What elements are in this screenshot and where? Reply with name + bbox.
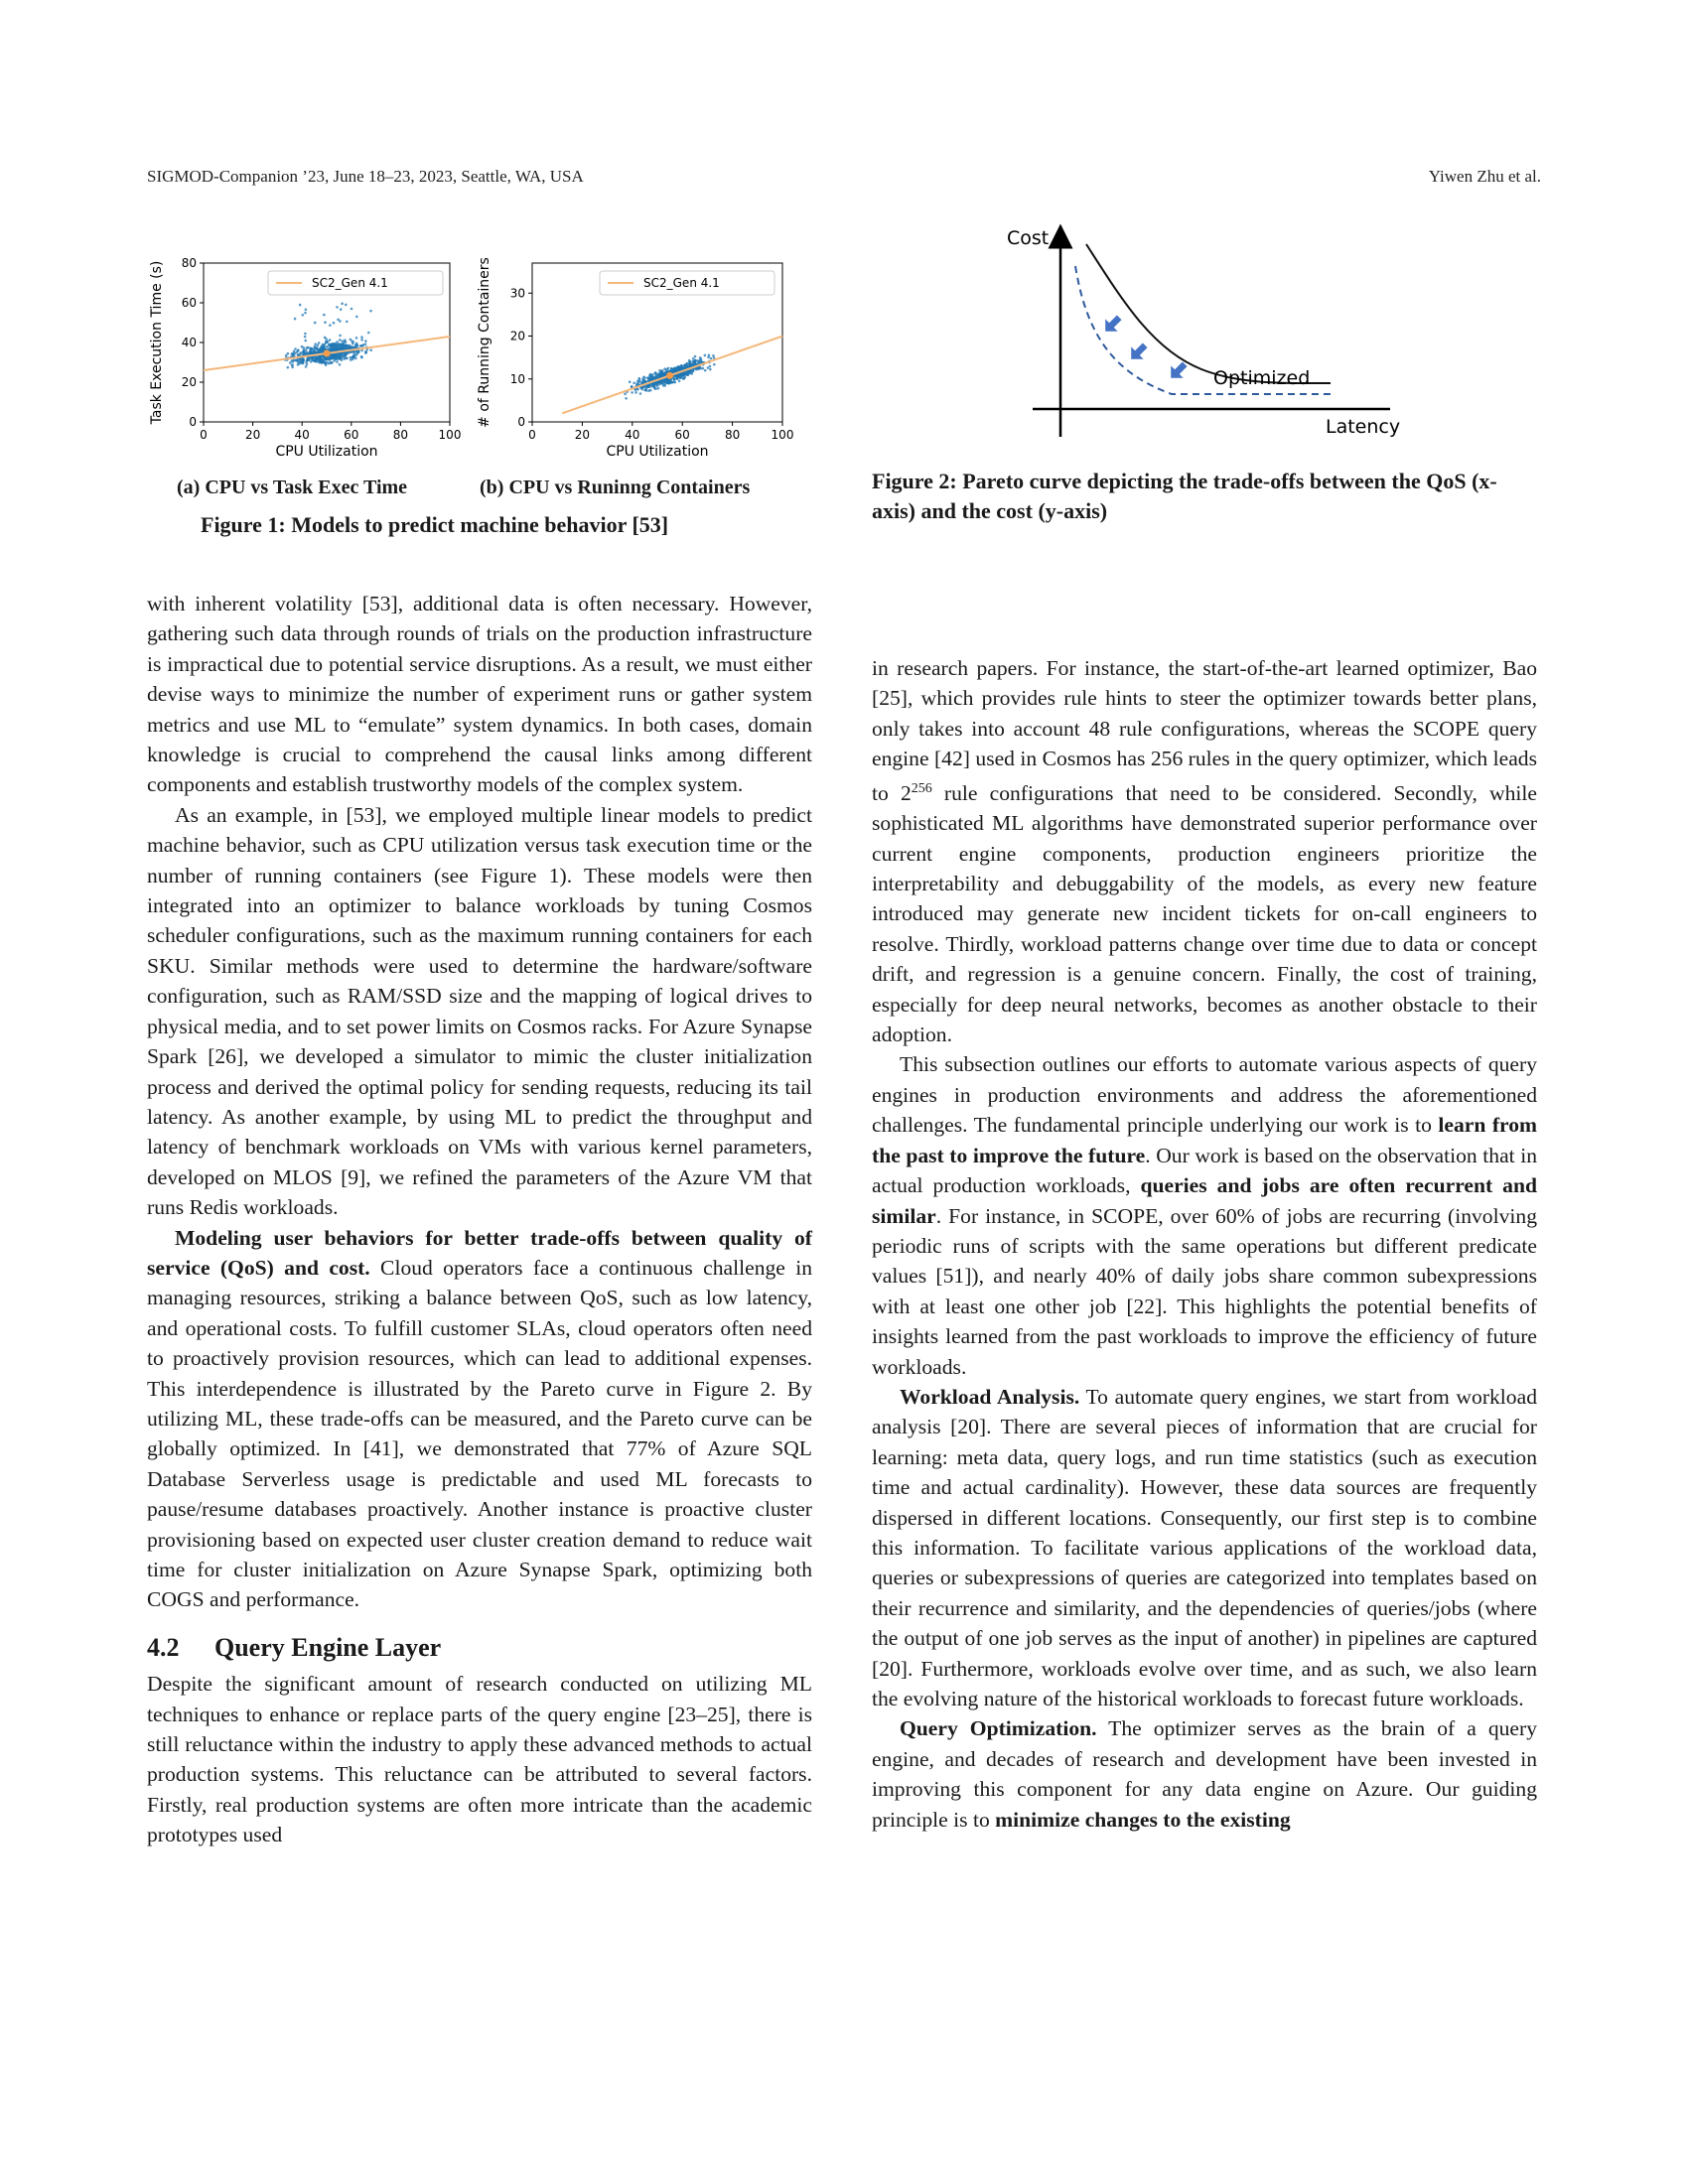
data-point [319,348,322,351]
data-point [346,352,349,355]
data-point [666,382,669,385]
data-point [300,358,303,361]
section-heading [147,1633,812,1663]
x-tick-label: 40 [625,428,640,442]
data-point [354,357,357,360]
data-point [704,354,707,357]
data-point [304,312,307,315]
data-point [364,340,367,342]
data-point [290,352,293,355]
data-point [313,350,316,353]
data-point [699,360,702,363]
data-point [678,374,681,377]
data-point [658,375,661,378]
optimized-label: Optimized [1213,367,1311,389]
data-point [709,365,712,368]
data-point [330,355,333,358]
data-point [364,350,367,353]
text-run: in research papers. For instance, the start-of-the-art learned optimizer, Bao [25], which provides rule hints to steer the optimizer towards better plans, only takes into account 48 rule configurations, whereas the SCOPE query engine [42] used in Cosmos has 256 rules in the query optimizer, which leads to 2 [872,656,1537,805]
data-point [329,339,332,341]
legend-label: SC2_Gen 4.1 [643,276,720,290]
x-tick-label: 0 [528,428,536,442]
data-point [664,370,667,373]
figure2-diagram [1003,220,1420,449]
data-point [658,382,661,385]
data-point [676,376,679,379]
data-point [648,383,651,386]
data-point [289,361,292,364]
data-point [707,355,710,358]
data-point [689,360,692,363]
x-tick-label: 40 [294,428,310,442]
bold-text-run: Workload Analysis. [900,1384,1080,1409]
x-tick-label: 0 [200,428,208,442]
y-tick-label: 0 [189,415,197,429]
data-point [291,364,294,367]
data-point [339,344,342,347]
data-point [655,372,658,375]
data-point [673,378,676,381]
y-axis-label: Cost [1007,227,1050,249]
data-point [360,339,363,341]
data-point [649,375,652,378]
current-pareto-curve [1086,244,1331,383]
data-point [336,344,339,347]
data-point [665,368,668,371]
data-point [634,391,637,394]
y-axis-label: # of Running Containers [477,257,492,428]
text-run: . For instance, in SCOPE, over 60% of jobs are recurring (involving periodic runs of scripts with the same operations but different predicate values [51]), and nearly 40% of daily jobs share common subexpressions with at least one other job [22]. This highlights the potential benefits of insights learned from the past workloads to improve the efficiency of future workloads. [872,1203,1537,1379]
data-point [686,362,689,365]
data-point [340,308,343,311]
data-point [695,368,698,371]
data-point [339,363,342,366]
data-point [713,363,716,366]
data-point [296,359,299,362]
text-run: Cloud operators face a continuous challenge in managing resources, striking a balance between QoS, such as low latency, and operational costs. To fulfill customer SLAs, cloud operators often need to proactively provision resources, which can lead to additional expenses. This interdependence is illustrated by the Pareto curve in Figure 2. By utilizing ML, these trade-offs can be measured, and the Pareto curve can be globally optimized. In [41], we demonstrated that 77% of Azure SQL Database Serverless usage is predictable and used ML forecasts to pause/resume databases proactively. Another instance is proactive cluster provisioning based on expected user cluster creation demand to reduce wait time for cluster initialization on Azure Synapse Spark, optimizing both COGS and performance. [147,1255,812,1612]
legend-label: SC2_Gen 4.1 [312,276,388,290]
data-point [301,314,304,317]
data-point [314,322,317,325]
data-point [338,357,341,360]
data-point [694,355,697,358]
text-run: To automate query engines, we start from workload analysis [20]. There are several pieces of information that are crucial for learning: meta data, query logs, and run time statistics (such as execution time and actual cardinality). However, these data sources are frequently dispersed in different locations. Consequently, our first step is to combine this information. To facilitate various applications of the workload data, queries or subexpressions of queries are categorized into templates based on their recurrence and similarity, and the dependencies of queries/jobs (where the output of one job serves as the input of another) in pipelines are captured [20]. Furthermore, workloads evolve over time, and as such, we also learn the evolving nature of the historical workloads to forecast future workloads. [872,1384,1537,1710]
y-tick-label: 0 [517,415,525,429]
data-point [312,358,315,361]
data-point [629,380,632,383]
data-point [323,314,326,317]
data-point [337,346,340,349]
running-header-left: SIGMOD-Companion ’23, June 18–23, 2023, Seattle, WA, USA [147,167,584,186]
x-tick-label: 20 [574,428,591,442]
x-axis-label: Latency [1326,416,1401,438]
figure1a-chart [147,248,465,472]
data-point [334,347,337,350]
data-point [678,379,681,382]
data-point [342,343,345,346]
running-header-right: Yiwen Zhu et al. [1428,167,1541,186]
data-point [317,356,320,359]
data-point [367,332,370,335]
x-tick-label: 100 [438,428,462,442]
data-point [323,344,326,347]
data-point [307,358,310,361]
data-point [333,322,336,325]
x-tick-label: 60 [674,428,690,442]
data-point [662,384,665,387]
text-run: The optimizer serves as the brain of a query engine, and decades of research and development have been invested in improving this component for any data engine on Azure. Our guiding principle is to [872,1716,1537,1832]
data-point [369,310,372,313]
data-point [323,357,326,360]
data-point [314,342,317,345]
data-point [343,354,346,357]
data-point [364,342,367,345]
data-point [693,361,696,364]
x-tick-label: 20 [244,428,261,442]
improvement-arrow-icon [1125,340,1151,365]
data-point [643,379,646,382]
data-point [686,373,689,376]
figure1-caption: Figure 1: Models to predict machine behavior [53] [201,512,669,537]
data-point [292,360,295,363]
data-point [297,363,300,366]
data-point [644,388,647,391]
data-point [348,351,351,354]
paragraph [872,653,1537,1049]
data-point [335,357,338,360]
data-point [326,345,329,348]
y-tick-label: 80 [181,256,197,270]
data-point [360,336,363,339]
data-point [315,347,318,350]
figure1b-caption: (b) CPU vs Runinng Containers [480,477,751,498]
data-point [636,380,639,383]
data-point [704,369,707,372]
data-point [306,363,309,366]
data-point [633,381,635,384]
data-point [694,359,697,362]
section-title: Query Engine Layer [214,1632,442,1662]
data-point [319,356,322,359]
data-point [305,365,308,368]
data-point [299,304,302,307]
data-point [668,369,671,372]
text-run: This subsection outlines our efforts to automate various aspects of query engines in production environments and address the aforementioned challenges. The fundamental principle underlying our work is to [872,1052,1537,1138]
improvement-arrow-icon [1099,312,1125,338]
data-point [700,367,703,370]
data-point [659,370,662,373]
data-point [710,357,713,360]
data-point [345,304,348,307]
x-axis-label: CPU Utilization [275,444,378,460]
data-point [663,373,666,376]
data-point [339,339,342,341]
y-tick-label: 60 [181,296,197,310]
data-point [338,352,341,355]
data-point [337,319,340,322]
section-number: 4.2 [147,1632,180,1662]
data-point [351,356,353,359]
paragraph [147,800,812,1223]
right-column [872,653,1537,1835]
data-point [294,347,297,350]
data-point [352,341,354,343]
bold-text-run: minimize changes to the existing [995,1807,1291,1832]
data-point [656,384,659,387]
data-point [305,308,308,311]
data-point [350,358,352,361]
y-tick-label: 10 [509,371,525,386]
data-point [341,347,344,350]
x-tick-label: 60 [344,428,359,442]
y-tick-label: 40 [181,336,197,349]
data-point [302,362,305,365]
y-tick-label: 20 [181,375,197,389]
data-point [688,370,691,373]
data-point [654,387,657,390]
paragraph [147,1223,812,1615]
text-run: Despite the significant amount of research conducted on utilizing ML techniques to enhance or replace parts of the query engine [23–25], there is still reluctance within the industry to apply these advanced methods to actual production systems. This reluctance can be attributed to several factors. Firstly, real production systems are often more intricate than the academic prototypes used [147,1672,812,1847]
data-point [351,308,353,311]
data-point [667,380,670,383]
data-point [624,393,627,396]
data-point [309,347,312,350]
text-run: . Our work is based on the observation that in actual production workloads, [872,1143,1537,1198]
data-point [687,365,690,368]
x-tick-label: 80 [724,428,741,442]
y-tick-label: 20 [509,329,525,343]
data-point [355,337,358,340]
data-point [369,348,372,351]
x-tick-label: 100 [771,428,794,442]
figure2-caption: Figure 2: Pareto curve depicting the trade-offs between the QoS (x-axis) and the cost (y-axis) [872,469,1497,523]
data-point [314,345,317,348]
data-point [325,338,328,341]
data-point [360,355,363,358]
data-point [642,375,645,378]
data-point [327,361,330,364]
data-point [678,376,681,379]
data-point [346,356,349,359]
x-axis-label: CPU Utilization [606,444,709,460]
text-run: rule configurations that need to be considered. Secondly, while sophisticated ML algorithms have demonstrated superior performance over current engine components, production engineers prioritize the interpretability and debuggability of the models, as every new feature introduced may generate new incident tickets for on-call engineers to resolve. Thirdly, workload patterns change over time due to data or concept drift, and regression is a genuine concern. Finally, the cost of training, especially for deep neural networks, becomes as another obstacle to their adoption. [872,780,1537,1047]
data-point [304,333,307,336]
data-point [649,389,652,392]
data-point [341,303,344,306]
data-point [355,316,358,319]
data-point [294,318,297,321]
data-point [307,346,310,349]
data-point [631,391,633,394]
data-point [304,336,307,339]
data-point [326,340,329,342]
data-point [651,375,654,378]
data-point [336,306,339,309]
data-point [651,385,654,388]
data-point [647,379,650,382]
data-point [355,342,358,345]
data-point [305,348,308,351]
data-point [286,366,289,369]
data-point [285,354,288,357]
data-point [345,347,348,350]
data-point [712,354,715,357]
mean-point [324,350,331,357]
paragraph [147,1669,812,1849]
x-tick-label: 80 [392,428,409,442]
left-column [147,589,812,1850]
figure1a-caption: (a) CPU vs Task Exec Time [177,477,408,498]
data-point [301,345,304,348]
data-point [329,324,332,327]
data-point [709,368,712,371]
paragraph [872,1049,1537,1381]
figure1b-chart [475,248,802,472]
data-point [287,352,290,355]
data-point [636,388,639,391]
data-point [662,381,665,384]
data-point [344,341,347,343]
y-axis-label: Task Execution Time (s) [149,260,165,425]
data-point [310,360,313,363]
paragraph [872,1382,1537,1713]
data-point [348,346,351,349]
data-point [318,358,321,361]
paragraph [147,589,812,800]
data-point [670,380,673,383]
data-point [297,348,300,351]
data-point [304,340,307,342]
data-point [674,367,677,370]
data-point [324,321,327,324]
data-point [346,321,349,324]
data-point [361,344,364,347]
bold-text-run: learn from the past to improve the future [872,1113,1538,1167]
bold-text-run: Modeling user behaviors for better trade-offs between quality of service (QoS) and cost. [147,1225,812,1280]
bold-text-run: queries and jobs are often recurrent and similar [872,1173,1537,1228]
data-point [680,366,683,369]
data-point [318,341,321,344]
data-point [336,360,339,363]
text-run: As an example, in [53], we employed multiple linear models to predict machine behavior, such as CPU utilization versus task execution time or the number of running containers (see Figure 1). These models were then integrated into an optimizer to balance workloads by tuning Cosmos scheduler configurations, such as the maximum running containers for each SKU. Similar methods were used to determine the hardware/software configuration, such as RAM/SSD size and the mapping of logical drives to physical media, and to set power limits on Cosmos racks. For Azure Synapse Spark [26], we developed a simulator to mimic the cluster initialization process and derived the optimal policy for sending requests, reducing its tail latency. As another example, by using ML to predict the throughput and latency of benchmark workloads on VMs with various kernel parameters, developed on MLOS [9], we refined the parameters of the Azure VM that runs Redis workloads. [147,802,812,1220]
data-point [684,366,687,369]
data-point [339,335,342,338]
data-point [328,357,331,360]
text-run: with inherent volatility [53], additional data is often necessary. However, gathering such data through rounds of trials on the production infrastructure is impractical due to potential service disruptions. As a result, we must either devise ways to minimize the number of experiment runs or gather system metrics and use ML to “emulate” system dynamics. In both cases, domain knowledge is crucial to comprehend the causal links among different components and establish trustworthy models of the complex system. [147,592,812,797]
data-point [330,344,333,347]
bold-text-run: Query Optimization. [900,1716,1097,1741]
paragraph [872,1713,1537,1835]
data-point [625,397,628,400]
data-point [657,387,660,390]
data-point [682,377,685,380]
mean-point [666,372,673,379]
data-point [323,360,326,363]
data-point [639,392,642,395]
data-point [674,381,677,384]
y-tick-label: 30 [509,286,525,301]
superscript-text: 256 [911,780,932,796]
data-point [330,361,333,364]
